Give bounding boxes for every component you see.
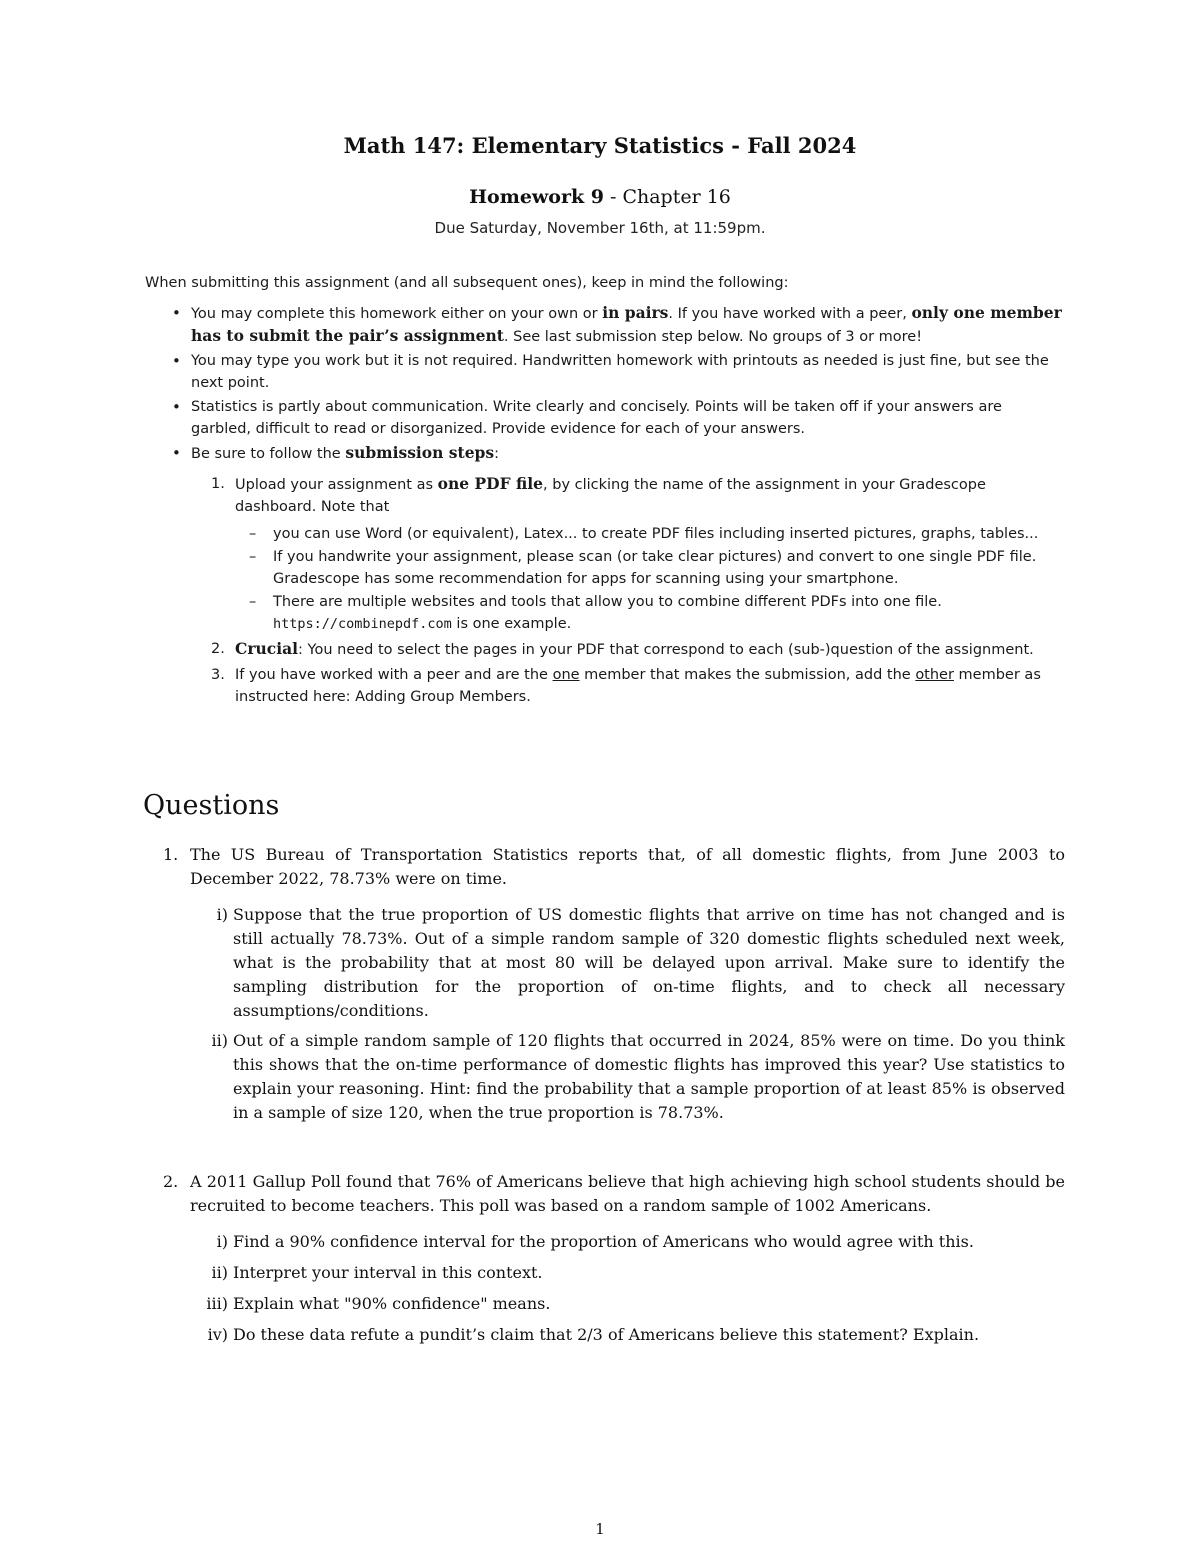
question-2-part-i bbox=[216, 1230, 1065, 1254]
bullet-text: . If you have worked with a peer, bbox=[668, 306, 912, 322]
underlined-word: one bbox=[552, 667, 580, 683]
step-text: If you have worked with a peer and are the bbox=[235, 667, 553, 683]
question-number: 1. bbox=[163, 845, 179, 864]
bullet-pairs bbox=[191, 302, 1065, 348]
bullet-bold: in pairs bbox=[602, 303, 669, 322]
part-number: iii) bbox=[206, 1294, 228, 1313]
question-1-parts bbox=[190, 903, 1065, 1125]
submission-steps-list bbox=[191, 473, 1065, 708]
part-text: Interpret your interval in this context. bbox=[233, 1263, 543, 1282]
bullet-text: Be sure to follow the bbox=[191, 446, 346, 462]
bullet-submission-steps bbox=[191, 442, 1065, 708]
question-2-parts bbox=[190, 1230, 1065, 1347]
questions-heading: Questions bbox=[143, 790, 280, 821]
question-text: The US Bureau of Transportation Statistics reports that, of all domestic flights, from June 2003 to December 2022, 78.73% were on time. bbox=[190, 845, 1065, 888]
step-bold: Crucial bbox=[235, 639, 299, 658]
note-combine bbox=[249, 591, 1065, 635]
bullet-bold: submission steps bbox=[345, 443, 495, 462]
question-number: 2. bbox=[163, 1172, 179, 1191]
course-title: Math 147: Elementary Statistics - Fall 2024 bbox=[343, 133, 857, 158]
question-2 bbox=[145, 1170, 1065, 1347]
homework-title bbox=[0, 186, 1200, 208]
part-number: ii) bbox=[211, 1031, 228, 1050]
step-text: , by clicking the name of the assignment in your Gradescope dashboard. Note that bbox=[235, 477, 986, 515]
due-date: Due Saturday, November 16th, at 11:59pm. bbox=[434, 219, 766, 237]
part-text: Explain what "90% confidence" means. bbox=[233, 1294, 551, 1313]
note-text: you can use Word (or equivalent), Latex... to create PDF files including inserted pictures, graphs, tables... bbox=[273, 526, 1039, 542]
underlined-word: other bbox=[915, 667, 954, 683]
part-number: iv) bbox=[207, 1325, 228, 1344]
question-text: A 2011 Gallup Poll found that 76% of Americans believe that high achieving high school students should be recruited to become teachers. This poll was based on a random sample of 1002 Americans. bbox=[190, 1172, 1065, 1215]
step-text: : You need to select the pages in your PDF that correspond to each (sub-)question of the assignment. bbox=[298, 642, 1034, 658]
upload-notes-list bbox=[235, 523, 1065, 635]
step-bold: one PDF file bbox=[437, 474, 544, 493]
instructions-lead: When submitting this assignment (and all subsequent ones), keep in mind the following: bbox=[145, 275, 789, 291]
question-1-part-i bbox=[216, 903, 1065, 1023]
question-1 bbox=[145, 843, 1065, 1125]
step-text: member as instructed here: Adding Group Members. bbox=[235, 667, 1041, 705]
instructions-list bbox=[145, 302, 1065, 708]
note-text: If you handwrite your assignment, please scan (or take clear pictures) and convert to one single PDF file. Gradescope has some recommendation for apps for scanning using your smartphone. bbox=[273, 549, 1037, 587]
bullet-bold: only one member has to submit the pair’s assignment bbox=[191, 303, 1062, 345]
bullet-typing: • You may type you work but it is not required. Handwritten homework with printouts as needed is just fine, but see the next point. bbox=[191, 350, 1065, 394]
bullet-text: You may complete this homework either on your own or bbox=[191, 306, 603, 322]
dash-marker: – bbox=[249, 526, 257, 542]
step-upload bbox=[211, 473, 1065, 635]
part-text: Suppose that the true proportion of US domestic flights that arrive on time has not changed and is still actually 78.73%. Out of a simple random sample of 320 domestic flights scheduled next week, what is the probability that at most 80 will be delayed upon arrival. Make sure to identify the sampling distribution for the proportion of on-time flights, and to check all necessary assumptions/conditions. bbox=[233, 905, 1065, 1020]
step-select-pages bbox=[211, 638, 1065, 661]
note-text: There are multiple websites and tools that allow you to combine different PDFs into one file. bbox=[273, 594, 942, 610]
step-text: member that makes the submission, add the bbox=[579, 667, 916, 683]
bullet-text: . See last submission step below. No groups of 3 or more! bbox=[503, 329, 923, 345]
part-text: Find a 90% confidence interval for the proportion of Americans who would agree with this. bbox=[233, 1232, 974, 1251]
submission-instructions bbox=[145, 272, 1065, 711]
question-2-part-iii bbox=[206, 1292, 1065, 1316]
question-2-part-ii bbox=[211, 1261, 1065, 1285]
bullet-communication: • Statistics is partly about communication. Write clearly and concisely. Points will be taken off if your answers are garbled, difficult to read or disorganized. Provide evidence for each of your answers. bbox=[191, 396, 1065, 440]
note-handwrite bbox=[249, 546, 1065, 590]
step-number: 1. bbox=[211, 476, 225, 492]
note-text: is one example. bbox=[451, 616, 572, 632]
question-1-part-ii bbox=[211, 1029, 1065, 1125]
homework-chapter: - Chapter 16 bbox=[603, 186, 731, 208]
step-text: Upload your assignment as bbox=[235, 477, 438, 493]
note-word-latex bbox=[249, 523, 1065, 545]
dash-marker: – bbox=[249, 594, 257, 610]
homework-number: Homework 9 bbox=[469, 186, 604, 208]
question-2-part-iv bbox=[207, 1323, 1065, 1347]
part-text: Do these data refute a pundit’s claim that 2/3 of Americans believe this statement? Explain. bbox=[233, 1325, 980, 1344]
part-number: i) bbox=[216, 1232, 228, 1251]
step-number: 2. bbox=[211, 641, 225, 657]
part-number: i) bbox=[216, 905, 228, 924]
part-text: Out of a simple random sample of 120 flights that occurred in 2024, 85% were on time. Do you think this shows that the on-time performance of domestic flights has improved this year? Use statistics to explain your reasoning. Hint: find the probability that a sample proportion of at least 85% is observed in a sample of size 120, when the true proportion is 78.73%. bbox=[233, 1031, 1065, 1122]
part-number: ii) bbox=[211, 1263, 228, 1282]
step-number: 3. bbox=[211, 667, 225, 683]
questions-section bbox=[145, 843, 1065, 1354]
dash-marker: – bbox=[249, 549, 257, 565]
bullet-text: : bbox=[494, 446, 500, 462]
combinepdf-link[interactable]: https://combinepdf.com bbox=[273, 616, 452, 632]
step-add-member bbox=[211, 664, 1065, 708]
page-number: 1 bbox=[595, 1520, 605, 1538]
